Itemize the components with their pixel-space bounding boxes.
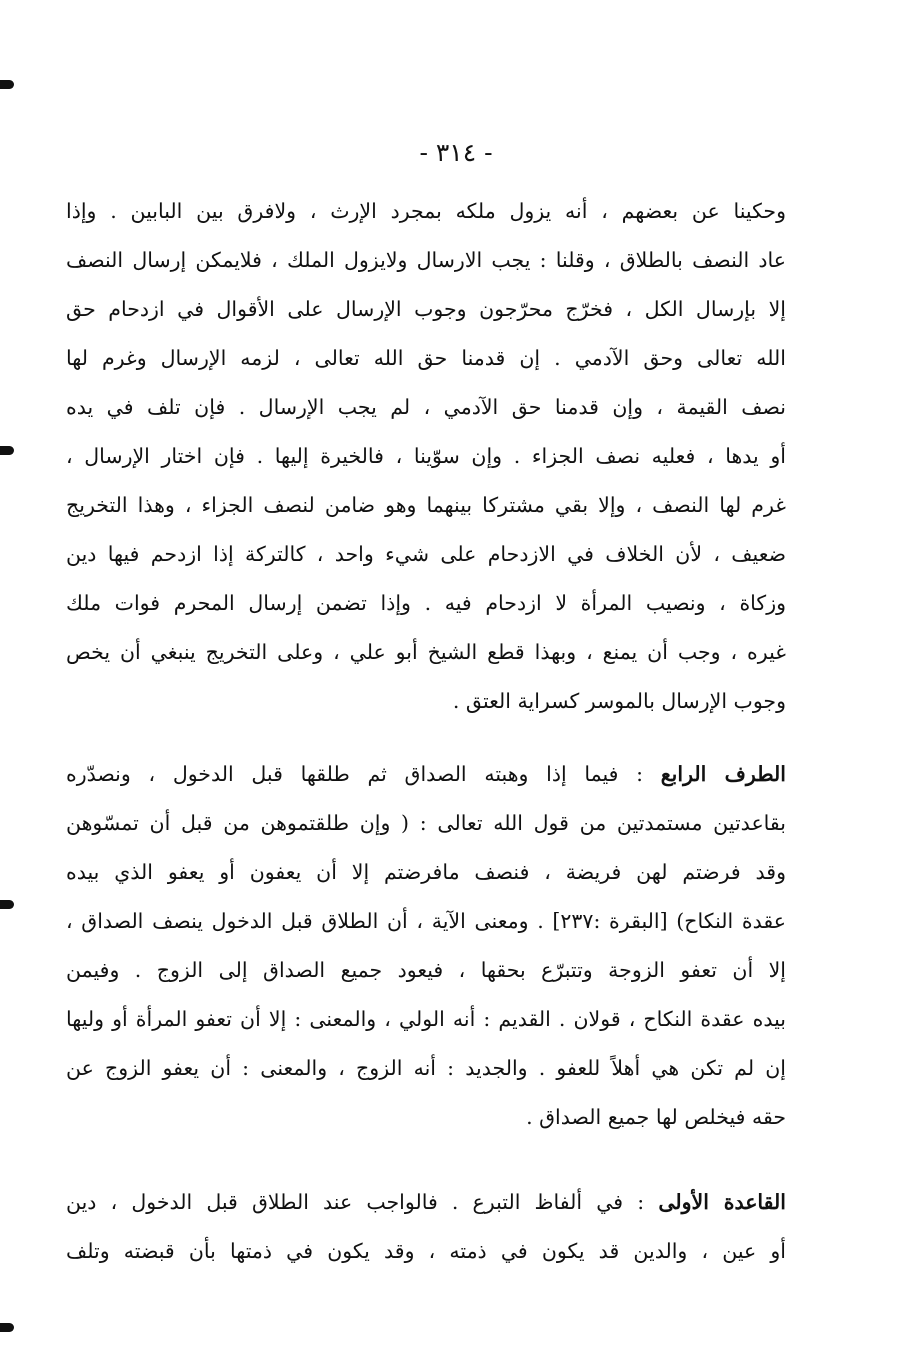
- section-heading: الطرف الرابع: [660, 762, 786, 786]
- text-line: بيده عقدة النكاح ، قولان . القديم : أنه الولي ، والمعنى : إلا أن تعفو المرأة أو وليها: [66, 1007, 786, 1031]
- text-line: نصف القيمة ، وإن قدمنا حق الآدمي ، لم يجب الإرسال . فإن تلف في يده: [66, 395, 786, 419]
- text-line: [66, 750, 786, 799]
- text-line: أو عين ، والدين قد يكون في ذمته ، وقد يكون في ذمتها بأن قبضته وتلف: [66, 1239, 786, 1263]
- scan-edge-mark-middle: [0, 446, 14, 455]
- scan-edge-mark-bottom: [0, 1323, 14, 1332]
- text-line: وجوب الإرسال بالموسر كسراية العتق .: [452, 689, 786, 713]
- text-line: ضعيف ، لأن الخلاف في الازدحام على شيء واحد ، كالتركة إذا ازدحم فيها دين: [66, 542, 786, 566]
- text-line: إلا بإرسال الكل ، فخرّج محرّجون وجوب الإرسال على الأقوال في ازدحام حق: [66, 297, 786, 321]
- paragraph-3: [66, 1178, 786, 1276]
- text-line: بقاعدتين مستمدتين من قول الله تعالى : ( وإن طلقتموهن من قبل أن تمسّوهن: [66, 811, 786, 835]
- text-line: وقد فرضتم لهن فريضة ، فنصف مافرضتم إلا أن يعفون أو يعفو الذي بيده: [66, 860, 786, 884]
- paragraph-2: [66, 750, 786, 1142]
- text-line: وزكاة ، ونصيب المرأة لا ازدحام فيه . وإذا تضمن إرسال المحرم فوات ملك: [66, 591, 786, 615]
- text-line: [66, 1178, 786, 1227]
- section-heading: القاعدة الأولى: [658, 1190, 786, 1214]
- text-run: : في ألفاظ التبرع . فالواجب عند الطلاق قبل الدخول ، دين: [66, 1190, 659, 1214]
- paragraph-1: [66, 187, 786, 726]
- text-line: غرم لها النصف ، وإلا بقي مشتركا بينهما وهو ضامن لنصف الجزاء ، وهذا التخريج: [66, 493, 786, 517]
- text-line: عاد النصف بالطلاق ، وقلنا : يجب الارسال ولايزول الملك ، فلايمكن إرسال النصف: [66, 248, 786, 272]
- text-line: الله تعالى وحق الآدمي . إن قدمنا حق الله تعالى ، لزمه الإرسال وغرم لها: [66, 346, 786, 370]
- text-line: غيره ، وجب أن يمنع ، وبهذا قطع الشيخ أبو علي ، وعلى التخريج ينبغي أن يخص: [66, 640, 786, 664]
- text-run: : فيما إذا وهبته الصداق ثم طلقها قبل الدخول ، ونصدّره: [66, 762, 661, 786]
- text-line: أو يدها ، فعليه نصف الجزاء . وإن سوّينا ، فالخيرة إليها . فإن اختار الإرسال ،: [66, 444, 786, 468]
- scan-edge-mark-lower: [0, 900, 14, 909]
- text-line: إن لم تكن هي أهلاً للعفو . والجديد : أنه الزوج ، والمعنى : أن يعفو الزوج عن: [66, 1056, 786, 1080]
- text-line: عقدة النكاح) [البقرة :٢٣٧] . ومعنى الآية ، أن الطلاق قبل الدخول ينصف الصداق ،: [66, 909, 786, 933]
- text-line: حقه فيخلص لها جميع الصداق .: [526, 1105, 786, 1129]
- text-line: إلا أن تعفو الزوجة وتتبرّع بحقها ، فيعود جميع الصداق إلى الزوج . وفيمن: [66, 958, 786, 982]
- text-line: وحكينا عن بعضهم ، أنه يزول ملكه بمجرد الإرث ، ولافرق بين البابين . وإذا: [66, 199, 786, 223]
- page-number: - ٣١٤ -: [419, 138, 493, 167]
- scan-edge-mark-top: [0, 80, 14, 89]
